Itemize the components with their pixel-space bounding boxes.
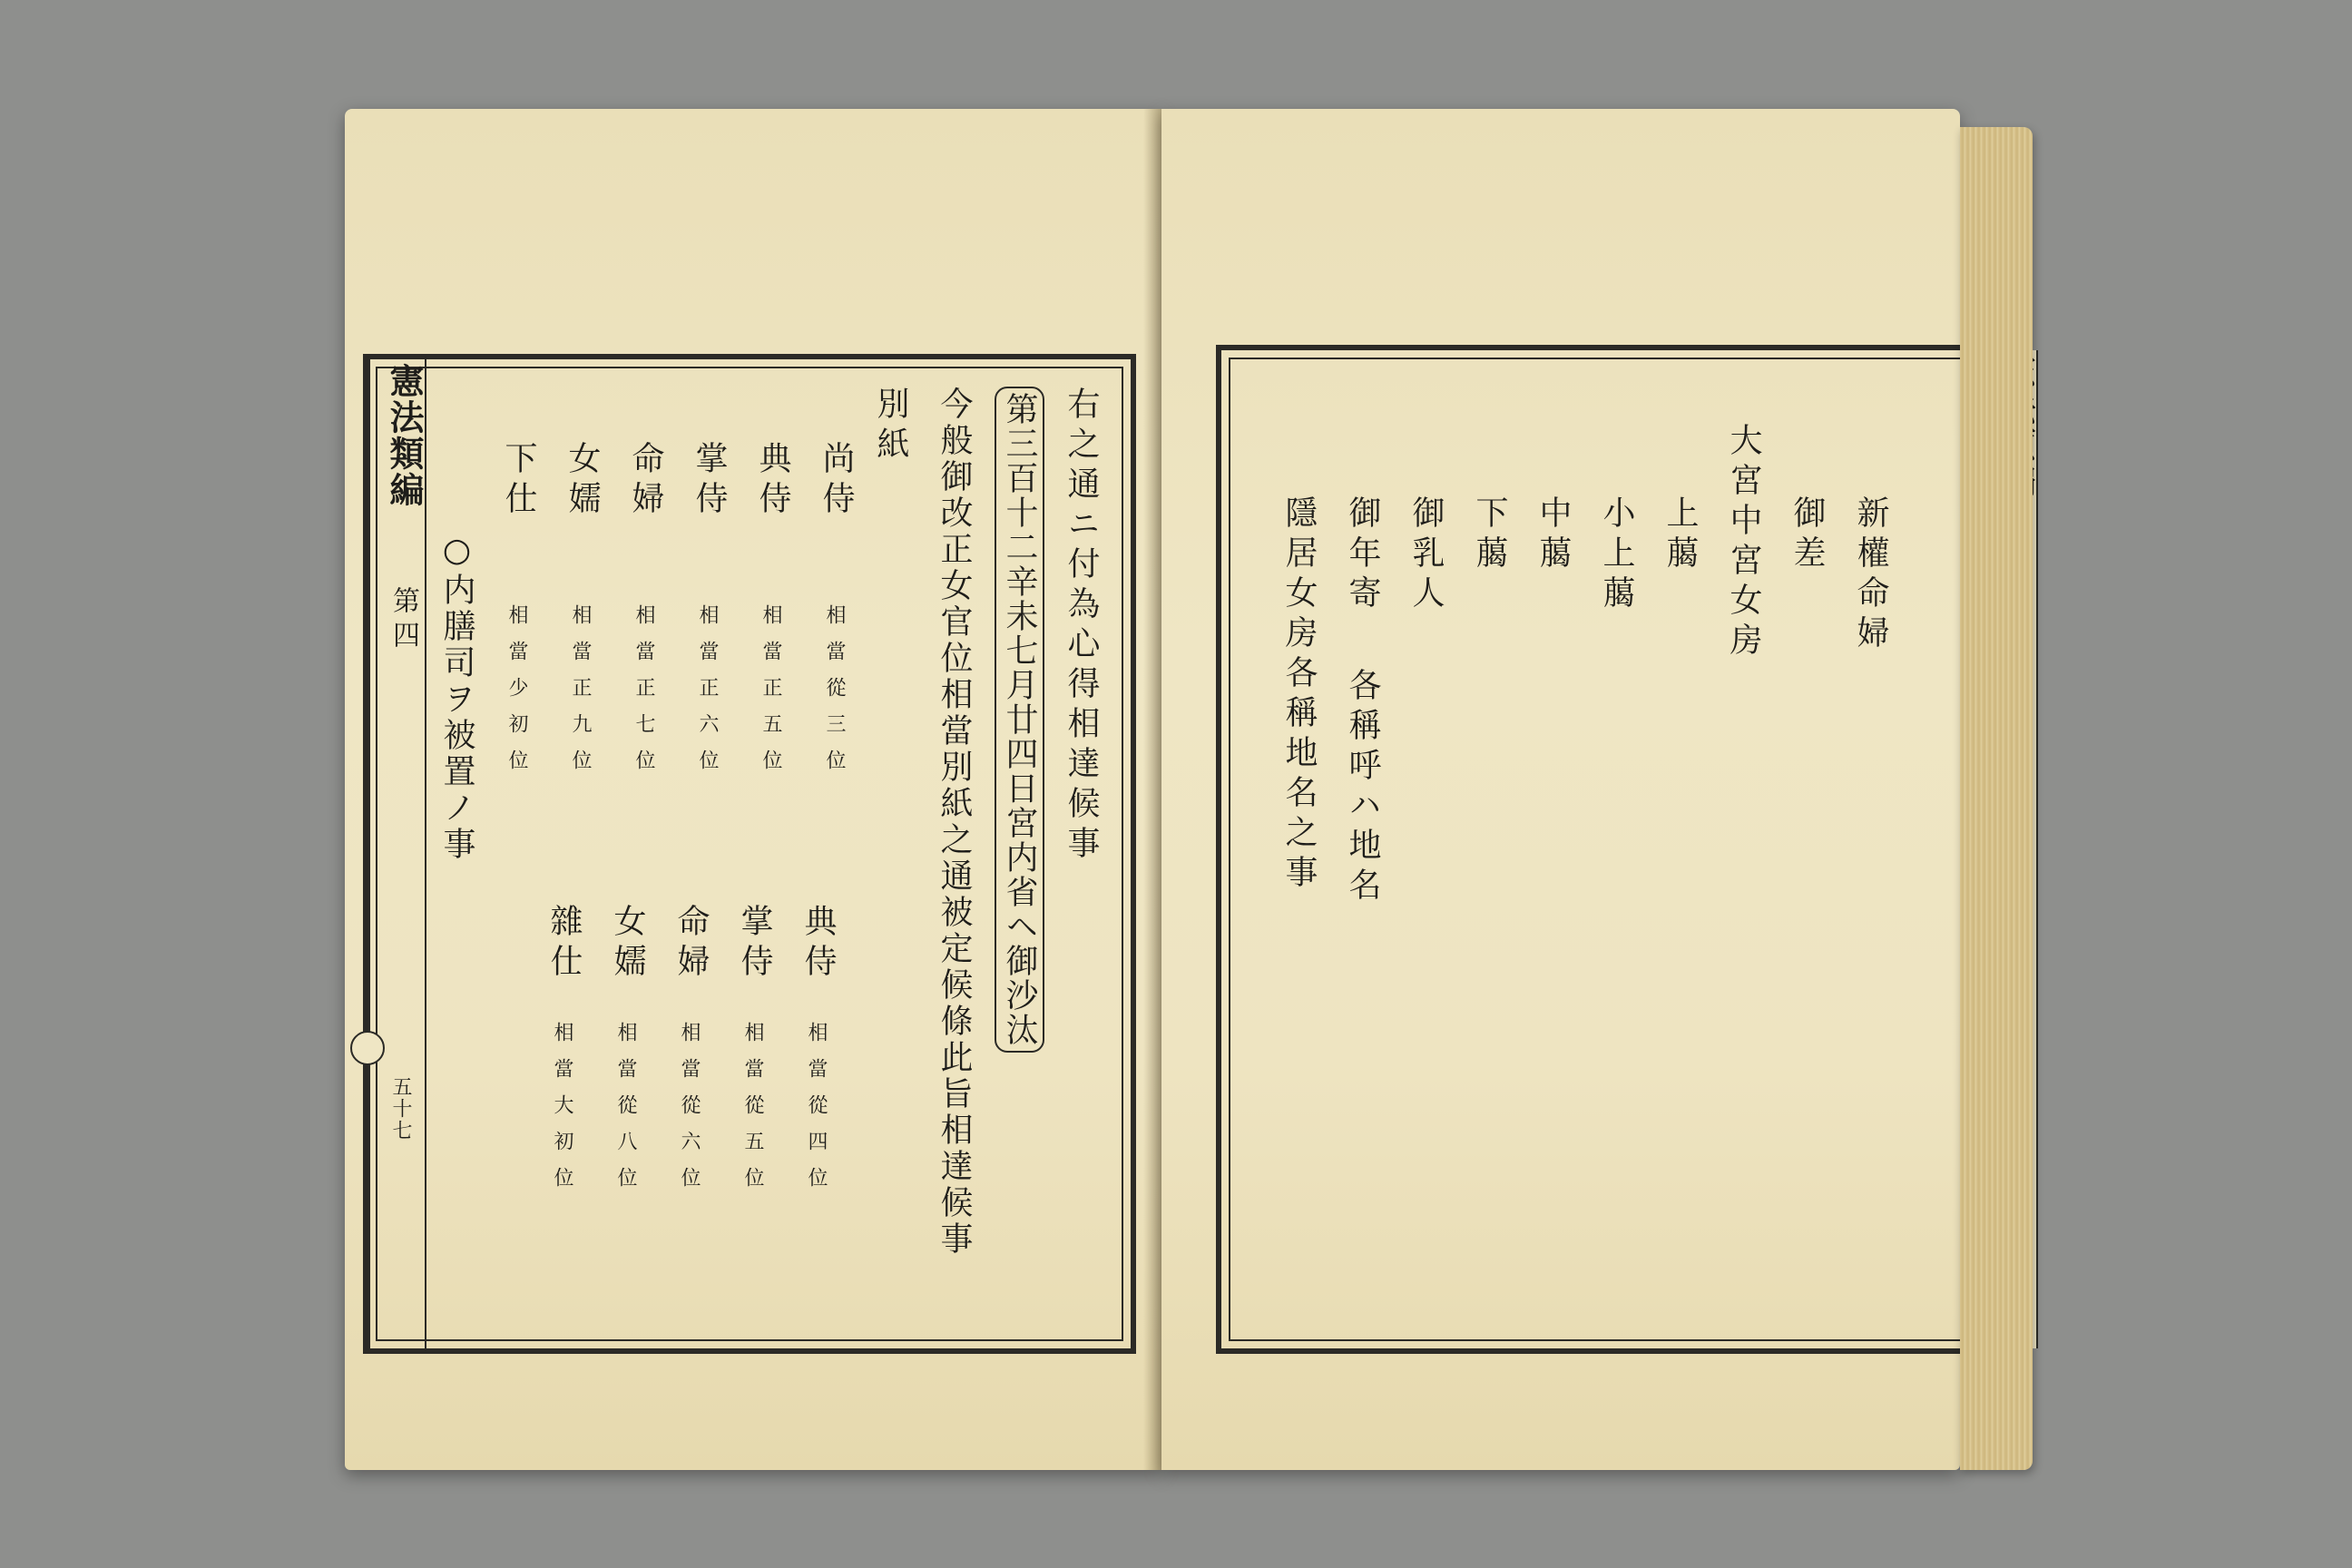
left-page-frame: [363, 354, 1136, 1354]
right-line-2: 御差: [1788, 495, 1826, 575]
rank-value-1: 相當從三位: [823, 604, 846, 786]
lower-rank-value-5: 相當大初位: [551, 1022, 573, 1203]
lower-rank-value-1: 相當從四位: [805, 1022, 828, 1203]
left-margin-volume: 第四: [387, 586, 419, 655]
text-line-2: 第三百十二辛未七月廿四日宮内省ヘ御沙汰: [995, 387, 1044, 1053]
lower-rank-value-4: 相當從八位: [614, 1022, 637, 1203]
text-line-3: 今般御改正女官位相當別紙之通被定候條此旨相達候事: [936, 387, 973, 1258]
page-edges: [1960, 127, 2033, 1470]
right-line-1: 新權命婦: [1852, 495, 1889, 655]
right-line-4: 上﨟: [1661, 495, 1699, 575]
closing-line: ○内膳司ヲ被置ノ事: [438, 532, 475, 863]
rank-title-4: 命婦: [627, 441, 664, 521]
text-line-1: 右之通ニ付為心得相達候事: [1063, 387, 1100, 866]
lower-rank-title-5: 雜仕: [545, 904, 583, 984]
lower-rank-value-2: 相當從五位: [741, 1022, 764, 1203]
open-book: [345, 91, 2033, 1470]
rank-title-1: 尚侍: [818, 441, 855, 521]
right-line-11: 隱居女房各稱地名之事: [1280, 495, 1318, 895]
lower-rank-title-1: 典侍: [799, 904, 837, 984]
right-line-7: 下﨟: [1471, 495, 1508, 575]
left-page: [345, 109, 1161, 1470]
right-line-9: 御年寄: [1344, 495, 1381, 615]
rank-title-2: 典侍: [754, 441, 791, 521]
rank-value-5: 相當正九位: [569, 604, 592, 786]
right-page: [1161, 109, 1960, 1470]
lower-rank-title-4: 女嬬: [609, 904, 646, 984]
lower-rank-value-3: 相當從六位: [678, 1022, 701, 1203]
rank-value-6: 相當少初位: [505, 604, 528, 786]
lower-rank-title-2: 掌侍: [736, 904, 773, 984]
rank-title-3: 掌侍: [691, 441, 728, 521]
rank-value-3: 相當正六位: [696, 604, 719, 786]
text-line-4: 別紙: [872, 387, 909, 466]
left-margin-column: [368, 359, 426, 1348]
right-line-6: 中﨟: [1534, 495, 1572, 575]
rank-value-2: 相當正五位: [760, 604, 782, 786]
right-line-5: 小上﨟: [1598, 495, 1635, 615]
right-line-3: 大宮中宮女房: [1725, 423, 1762, 662]
rank-title-5: 女嬬: [564, 441, 601, 521]
lower-rank-title-3: 命婦: [672, 904, 710, 984]
right-page-frame: [1216, 345, 1984, 1354]
right-line-10: 各稱呼ハ地名: [1344, 668, 1381, 907]
right-line-8: 御乳人: [1407, 495, 1445, 615]
rank-value-4: 相當正七位: [632, 604, 655, 786]
rank-title-6: 下仕: [500, 441, 537, 521]
left-margin-circle: [350, 1031, 385, 1065]
left-margin-title: 憲法類編: [384, 363, 425, 508]
left-page-number: 五十七: [389, 1076, 412, 1142]
